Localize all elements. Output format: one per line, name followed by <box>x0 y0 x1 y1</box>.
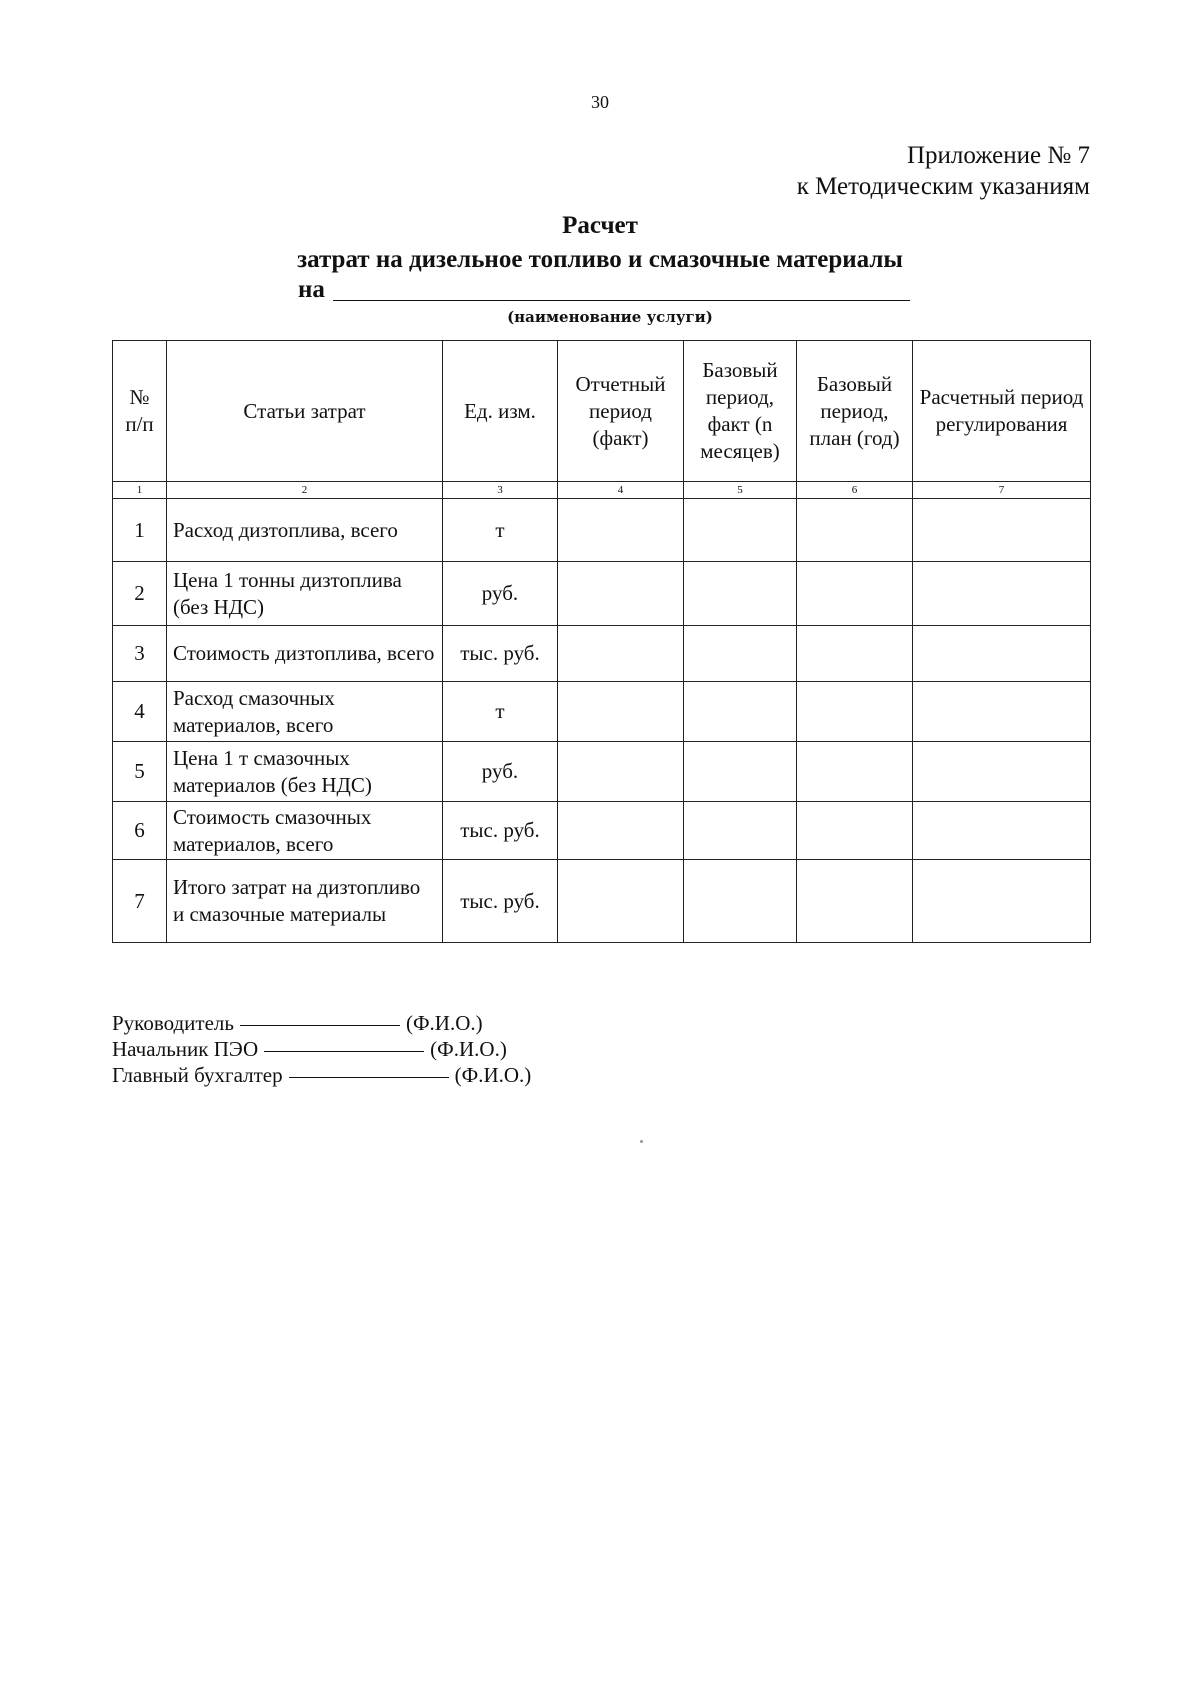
value-cell <box>558 626 684 682</box>
appendix-line-1: Приложение № 7 <box>906 142 1090 169</box>
service-prefix: на <box>298 276 325 303</box>
table-header-row <box>113 341 1091 482</box>
column-number: 7 <box>913 482 1091 499</box>
table-row <box>113 860 1091 943</box>
unit-cell: тыс. руб. <box>443 860 558 943</box>
value-cell <box>797 626 913 682</box>
value-cell <box>684 562 797 626</box>
value-cell <box>797 860 913 943</box>
value-cell <box>797 742 913 802</box>
signature-blank <box>289 1077 449 1078</box>
value-cell <box>797 499 913 562</box>
row-number: 1 <box>113 499 167 562</box>
value-cell <box>913 499 1091 562</box>
value-cell <box>558 499 684 562</box>
table-row <box>113 626 1091 682</box>
column-number: 2 <box>167 482 443 499</box>
value-cell <box>558 562 684 626</box>
column-number: 4 <box>558 482 684 499</box>
cost-item-name: Расход дизтоплива, всего <box>167 499 443 562</box>
value-cell <box>797 802 913 860</box>
unit-cell: т <box>443 682 558 742</box>
column-number: 6 <box>797 482 913 499</box>
cost-item-name: Стоимость дизтоплива, всего <box>167 626 443 682</box>
column-number: 1 <box>113 482 167 499</box>
signature-line <box>112 1036 531 1062</box>
row-number: 2 <box>113 562 167 626</box>
column-number: 5 <box>684 482 797 499</box>
table-row <box>113 802 1091 860</box>
cost-item-name: Цена 1 т смазочных материалов (без НДС) <box>167 742 443 802</box>
value-cell <box>684 682 797 742</box>
value-cell <box>913 626 1091 682</box>
value-cell <box>913 860 1091 943</box>
table-row <box>113 682 1091 742</box>
column-number: 3 <box>443 482 558 499</box>
value-cell <box>797 562 913 626</box>
cost-item-name: Цена 1 тонны дизтоплива (без НДС) <box>167 562 443 626</box>
row-number: 3 <box>113 626 167 682</box>
signature-fio: (Ф.И.О.) <box>430 1037 507 1061</box>
signature-block <box>112 1010 531 1088</box>
value-cell <box>684 742 797 802</box>
signature-fio: (Ф.И.О.) <box>454 1063 532 1087</box>
table-row <box>113 562 1091 626</box>
unit-cell: т <box>443 499 558 562</box>
unit-cell: руб. <box>443 742 558 802</box>
cost-item-name: Стоимость смазочных материалов, всего <box>167 802 443 860</box>
value-cell <box>684 626 797 682</box>
service-name-blank <box>333 300 910 301</box>
signature-role: Главный бухгалтер <box>112 1063 283 1087</box>
header-cell: Расчетный период регулирования <box>913 341 1091 482</box>
value-cell <box>684 802 797 860</box>
cost-item-name: Расход смазочных материалов, всего <box>167 682 443 742</box>
cost-item-name: Итого затрат на дизтопливо и смазочные материалы <box>167 860 443 943</box>
unit-cell: руб. <box>443 562 558 626</box>
row-number: 4 <box>113 682 167 742</box>
value-cell <box>558 742 684 802</box>
value-cell <box>558 682 684 742</box>
signature-role: Начальник ПЭО <box>112 1037 259 1061</box>
signature-line <box>112 1062 531 1088</box>
header-cell: № п/п <box>113 341 167 482</box>
signature-line <box>112 1010 531 1036</box>
document-title: Расчет <box>562 212 638 239</box>
signature-blank <box>240 1025 400 1026</box>
page-number: 30 <box>591 92 609 112</box>
appendix-reference <box>797 140 1090 202</box>
value-cell <box>558 802 684 860</box>
header-cell: Ед. изм. <box>443 341 558 482</box>
value-cell <box>913 742 1091 802</box>
unit-cell: тыс. руб. <box>443 802 558 860</box>
table-row <box>113 742 1091 802</box>
value-cell <box>558 860 684 943</box>
header-cell: Отчетный период (факт) <box>558 341 684 482</box>
value-cell <box>684 860 797 943</box>
row-number: 6 <box>113 802 167 860</box>
column-number-row <box>113 482 1091 499</box>
row-number: 7 <box>113 860 167 943</box>
scan-speck <box>640 1140 643 1143</box>
value-cell <box>913 682 1091 742</box>
header-cell: Базовый период, план (год) <box>797 341 913 482</box>
table-row <box>113 499 1091 562</box>
signature-fio: (Ф.И.О.) <box>405 1011 483 1035</box>
unit-cell: тыс. руб. <box>443 626 558 682</box>
document-subtitle: затрат на дизельное топливо и смазочные материалы <box>297 246 903 273</box>
appendix-line-2: к Методическим указаниям <box>796 173 1090 200</box>
value-cell <box>684 499 797 562</box>
signature-blank <box>264 1051 424 1052</box>
header-cell: Статьи затрат <box>167 341 443 482</box>
row-number: 5 <box>113 742 167 802</box>
value-cell <box>913 802 1091 860</box>
cost-table <box>112 340 1091 943</box>
signature-role: Руководитель <box>112 1011 234 1035</box>
value-cell <box>797 682 913 742</box>
value-cell <box>913 562 1091 626</box>
service-caption: (наименование услуги) <box>507 308 713 326</box>
header-cell: Базовый период, факт (n месяцев) <box>684 341 797 482</box>
